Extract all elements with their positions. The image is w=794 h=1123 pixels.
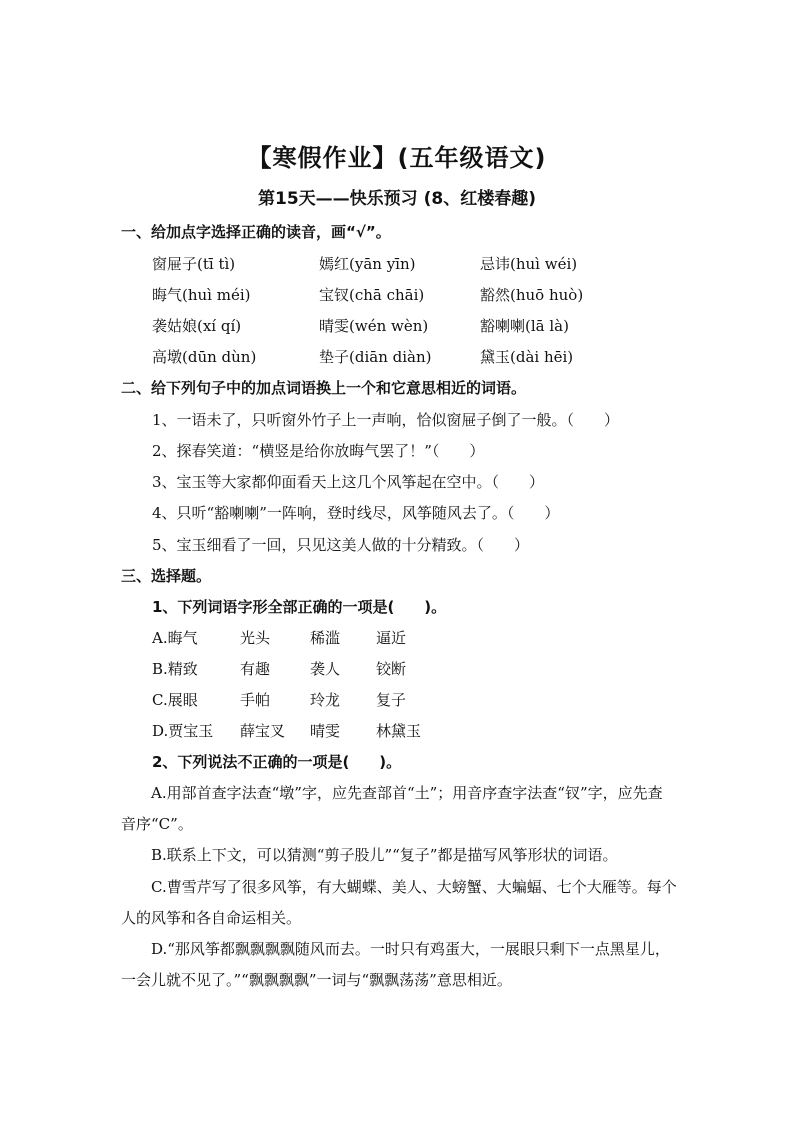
section-1-heading: 一、给加点字选择正确的读音，画“√”。 [121,223,391,241]
pinyin-item: 高墩(dūn dùn) [152,348,257,366]
pinyin-item: 晦气(huì méi) [152,286,251,304]
option-paragraph: A.用部首查字法查“墩”字，应先查部首“土”；用音序查字法查“钗”字，应先查音序“C”。 [121,784,663,833]
section-3-heading: 三、选择题。 [121,567,212,585]
page-subtitle: 第15天——快乐预习 (8、红楼春趣) [258,189,536,209]
option-word: 稀滥 [310,629,341,647]
option-paragraph: D.“那风筝都飘飘飘飘随风而去。一时只有鸡蛋大，一展眼只剩下一点黑星儿，一会儿就不见了。”“飘飘飘飘”一词与“飘飘荡荡”意思相近。 [121,940,670,989]
pinyin-item: 忌讳(huì wéi) [480,255,578,273]
sentence-item: 5、宝玉细看了一回，只见这美人做的十分精致。（ ） [152,536,530,554]
pinyin-item: 宝钗(chā chāi) [319,286,425,304]
option-label: A.晦气 [152,629,198,647]
option-paragraph: C.曹雪芹写了很多风筝，有大蝴蝶、美人、大螃蟹、大蝙蝠、七个大雁等。每个人的风筝和各自命运相关。 [121,878,677,927]
sentence-item: 3、宝玉等大家都仰面看天上这几个风筝起在空中。（ ） [152,473,545,491]
option-paragraph: B.联系上下文，可以猜测“剪子股儿”“复子”都是描写风筝形状的词语。 [151,846,618,864]
option-word: 林黛玉 [376,722,422,740]
option-label: B.精致 [152,660,198,678]
pinyin-item: 袭姑娘(xí qí) [152,317,242,335]
section-2-heading: 二、给下列句子中的加点词语换上一个和它意思相近的词语。 [121,379,527,397]
pinyin-item: 晴雯(wén wèn) [319,317,429,335]
sentence-item: 2、探春笑道：“横竖是给你放晦气罢了！”（ ） [152,442,485,460]
option-label: D.贾宝玉 [152,722,214,740]
pinyin-item: 豁然(huō huò) [480,286,584,304]
pinyin-item: 豁喇喇(lā là) [480,317,569,335]
option-label: C.展眼 [152,691,198,709]
pinyin-item: 嫣红(yān yīn) [319,255,416,273]
option-word: 晴雯 [310,722,341,740]
option-word: 玲龙 [310,691,341,709]
pinyin-item: 黛玉(dài hēi) [480,348,574,366]
option-word: 手帕 [240,691,271,709]
option-word: 袭人 [310,660,341,678]
question-2-stem: 2、下列说法不正确的一项是( )。 [152,753,402,771]
pinyin-item: 窗屉子(tī tì) [152,255,236,273]
question-1-stem: 1、下列词语字形全部正确的一项是( )。 [152,598,447,616]
option-word: 光头 [240,629,271,647]
sentence-item: 1、一语未了，只听窗外竹子上一声响，恰似窗屉子倒了一般。（ ） [152,411,620,429]
page-title: 【寒假作业】(五年级语文) [247,144,547,172]
option-word: 有趣 [240,660,271,678]
sentence-item: 4、只听“豁喇喇”一阵响，登时线尽，风筝随风去了。（ ） [152,504,560,522]
pinyin-item: 垫子(diān diàn) [319,348,432,366]
option-word: 复子 [376,691,407,709]
option-word: 逼近 [376,629,407,647]
option-word: 薛宝叉 [240,722,286,740]
option-word: 铰断 [376,660,407,678]
